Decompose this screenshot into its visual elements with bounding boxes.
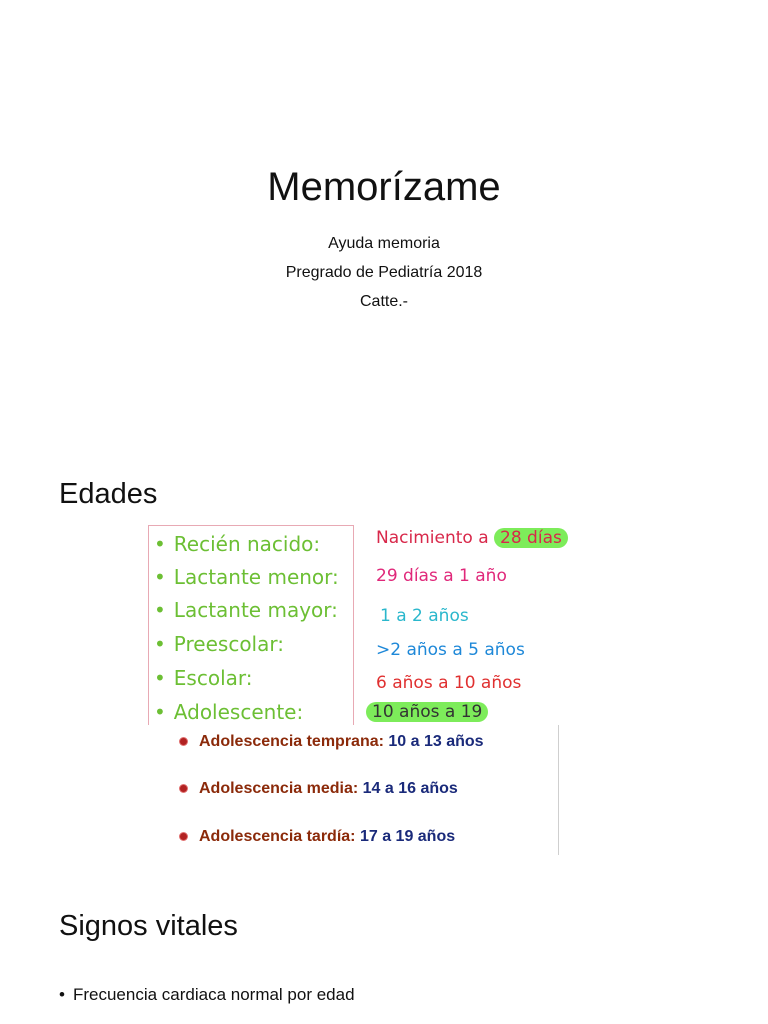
age-label: • Recién nacido: [154, 532, 321, 556]
subtitle-line: Ayuda memoria [328, 235, 440, 252]
age-value: Nacimiento a 28 días [376, 528, 568, 548]
bullet-dot-icon [180, 738, 187, 745]
list-item: • Frecuencia cardiaca normal por edad [59, 985, 355, 1004]
age-label: • Preescolar: [154, 632, 284, 656]
bullet-dot-icon [180, 785, 187, 792]
age-label: • Lactante menor: [154, 565, 339, 589]
age-label: • Adolescente: [154, 700, 304, 724]
section-heading-edades: Edades [59, 478, 158, 510]
adolescence-item: Adolescencia media: 14 a 16 años [180, 780, 458, 798]
section-heading-signos-vitales: Signos vitales [59, 910, 238, 942]
page-title: Memorízame [267, 165, 501, 209]
adolescence-item: Adolescencia tardía: 17 a 19 años [180, 828, 455, 846]
subtitle-line: Catte.- [359, 293, 408, 310]
age-value: 29 días a 1 año [376, 566, 507, 586]
age-value: >2 años a 5 años [376, 640, 525, 660]
age-value: 1 a 2 años [380, 606, 469, 626]
subtitle-line: Pregrado de Pediatría 2018 [285, 264, 483, 281]
age-value: 6 años a 10 años [376, 673, 522, 693]
bullet-dot-icon [180, 833, 187, 840]
age-label: • Escolar: [154, 666, 253, 690]
adolescence-item: Adolescencia temprana: 10 a 13 años [180, 733, 484, 751]
subtitle-block [0, 229, 768, 316]
age-label: • Lactante mayor: [154, 598, 338, 622]
age-value: 10 años a 19 [366, 702, 488, 722]
